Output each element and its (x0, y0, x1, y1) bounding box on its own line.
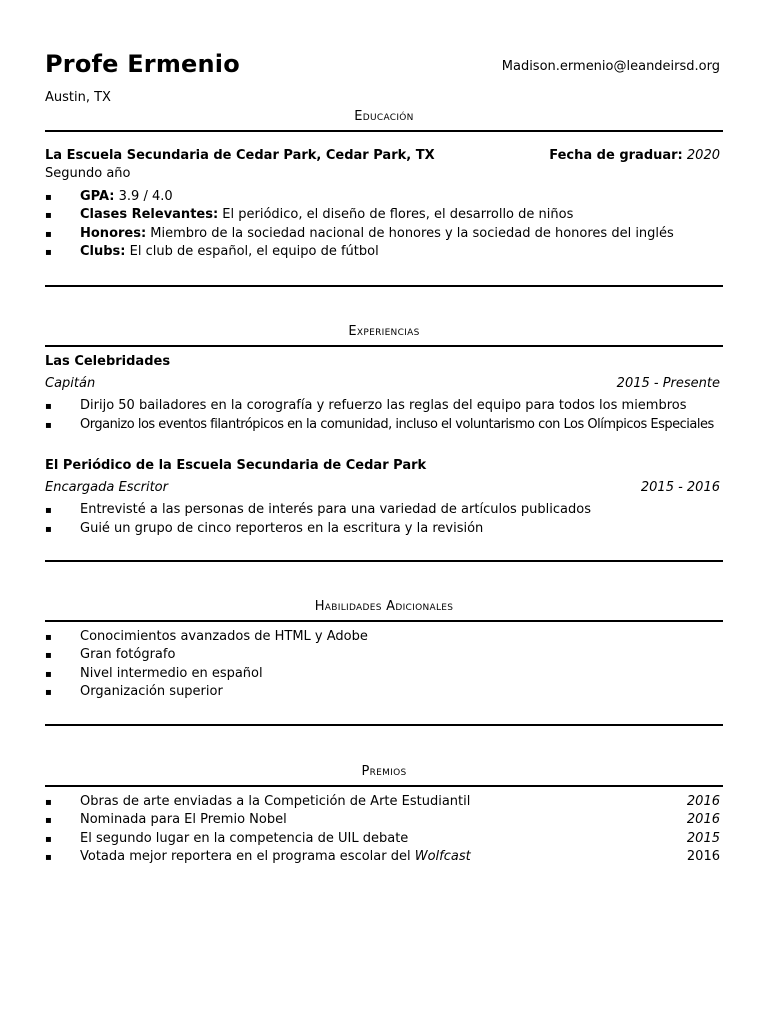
graduation-year: 2020 (686, 148, 720, 163)
bullet-icon: ▪ (45, 229, 52, 240)
item-text: 3.9 / 4.0 (114, 189, 173, 204)
section-divider (45, 785, 723, 787)
item-text: Votada mejor reportera en el programa escolar del (80, 849, 415, 864)
bullet-icon: ▪ (45, 852, 52, 863)
section-divider (45, 560, 723, 562)
item-text: El club de español, el equipo de fútbol (125, 244, 379, 259)
award-year: 2016 (686, 794, 720, 809)
section-divider (45, 285, 723, 287)
bullet-icon: ▪ (45, 632, 52, 643)
bullet-icon: ▪ (45, 524, 52, 535)
graduation-date (549, 148, 720, 163)
section-title-education: Educación (354, 109, 414, 124)
bullet-icon: ▪ (45, 247, 52, 258)
job-org: El Periódico de la Escuela Secundaria de Cedar Park (45, 458, 427, 473)
job-dates: 2015 - 2016 (640, 480, 720, 495)
city: Austin, TX (45, 90, 111, 105)
bullet-icon: ▪ (45, 505, 52, 516)
email-address[interactable]: Madison.ermenio@leandeirsd.org (501, 59, 720, 74)
year-level: Segundo año (45, 166, 131, 181)
item-text: Conocimientos avanzados de HTML y Adobe (80, 629, 368, 644)
item-text: Gran fotógrafo (80, 647, 176, 662)
item-text: Dirijo 50 bailadores en la corografía y refuerzo las reglas del equipo para todos los miembros (80, 398, 687, 413)
section-divider (45, 130, 723, 132)
graduation-label: Fecha de graduar: (549, 148, 683, 163)
section-title-awards: Premios (361, 764, 407, 779)
job-org: Las Celebridades (45, 354, 171, 369)
bullet-icon: ▪ (45, 815, 52, 826)
education-school-row (45, 148, 723, 163)
item-text: El segundo lugar en la competencia de UIL debate (80, 831, 409, 846)
item-text: Organizo los eventos filantrópicos en la comunidad, incluso el voluntarismo con Los Olímpicos Especiales (80, 417, 714, 432)
award-year: 2015 (686, 831, 720, 846)
section-divider (45, 345, 723, 347)
section-divider (45, 620, 723, 622)
bullet-icon: ▪ (45, 192, 52, 203)
item-label: GPA: (80, 189, 115, 204)
bullet-icon: ▪ (45, 687, 52, 698)
job-role: Encargada Escritor (45, 480, 168, 495)
item-text: Obras de arte enviadas a la Competición de Arte Estudiantil (80, 794, 471, 809)
bullet-icon: ▪ (45, 834, 52, 845)
job-role-row (45, 480, 723, 495)
section-title-experience: Experiencias (348, 324, 420, 339)
item-text: Miembro de la sociedad nacional de honores y la sociedad de honores del inglés (146, 226, 674, 241)
bullet-icon: ▪ (45, 210, 52, 221)
item-text: El periódico, el diseño de flores, el desarrollo de niños (218, 207, 574, 222)
item-label: Honores: (80, 226, 147, 241)
item-text: Entrevisté a las personas de interés para una variedad de artículos publicados (80, 502, 591, 517)
section-title-skills: Habilidades Adicionales (314, 599, 454, 614)
bullet-icon: ▪ (45, 650, 52, 661)
item-text: Nivel intermedio en español (80, 666, 263, 681)
item-text: Guié un grupo de cinco reporteros en la escritura y la revisión (80, 521, 484, 536)
section-divider (45, 724, 723, 726)
candidate-name: Profe Ermenio (45, 50, 240, 78)
item-text: Nominada para El Premio Nobel (80, 812, 287, 827)
bullet-icon: ▪ (45, 797, 52, 808)
item-label: Clubs: (80, 244, 126, 259)
school-name: La Escuela Secundaria de Cedar Park, Cedar Park, TX (45, 148, 435, 163)
item-emphasis: Wolfcast (414, 849, 471, 864)
job-dates: 2015 - Presente (616, 376, 720, 391)
bullet-icon: ▪ (45, 669, 52, 680)
award-year: 2016 (686, 849, 720, 864)
job-role-row (45, 376, 723, 391)
bullet-icon: ▪ (45, 401, 52, 412)
bullet-icon: ▪ (45, 420, 52, 431)
award-year: 2016 (686, 812, 720, 827)
item-label: Clases Relevantes: (80, 207, 219, 222)
job-role: Capitán (45, 376, 96, 391)
item-text: Organización superior (80, 684, 223, 699)
